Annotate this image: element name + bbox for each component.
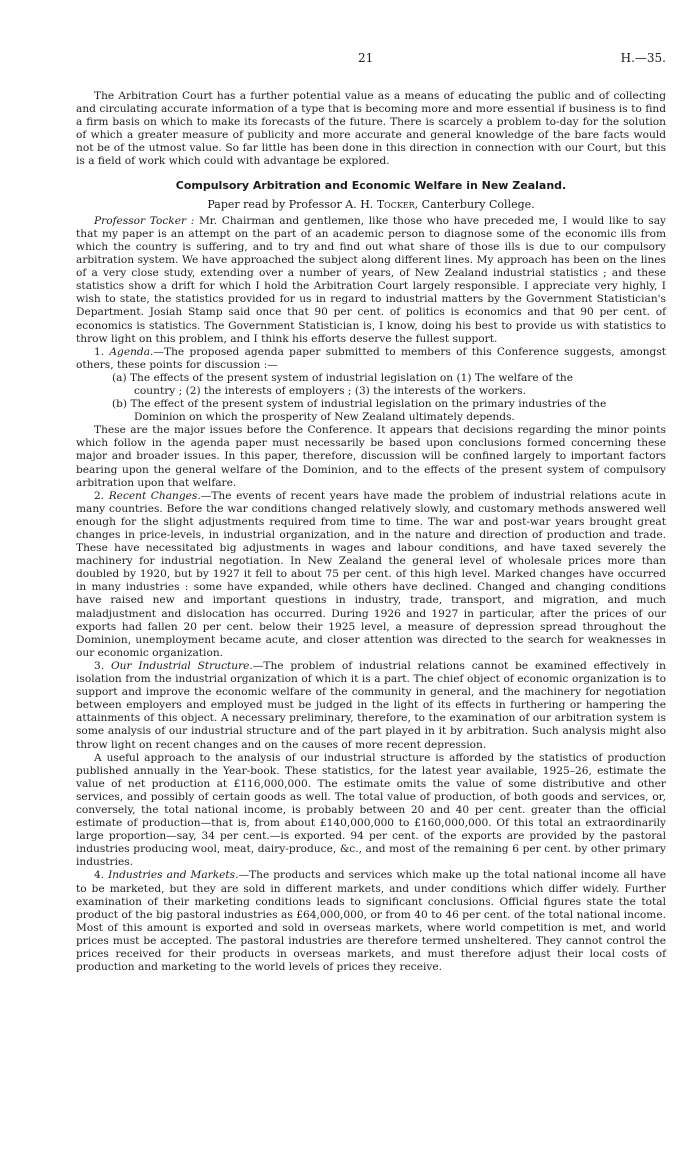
agenda-item-line: The effect of the present system of industrial legislation on the primary industries of the [130, 398, 607, 411]
opening-paragraph [76, 215, 666, 346]
byline-prefix: Paper read by Professor A. H. [207, 197, 374, 211]
byline [76, 198, 666, 211]
agenda-number: 1. [94, 345, 105, 358]
agenda-paragraph [76, 346, 666, 372]
speaker-label: Professor Tocker : [94, 214, 195, 227]
document-reference: H.—35. [620, 51, 666, 65]
agenda-item-label: (b) [112, 398, 128, 411]
opening-text: Mr. Chairman and gentlemen, like those who have preceded me, I would like to say that my paper is an attempt on the part of an academic person to diagnose some of the economic ills from which the country is suffering, and to try and find out what share of those ills is due to our compulsory arbitration system. We have approached the subject along different lines. My approach has been on the lines of a very close study, extending over a number of years, of New Zealand industrial statistics ; and these statistics show a drift for which I hold the Arbitration Court largely responsible. I appreciate very highly, I wish to state, the statistics provided for us in regard to industrial matters by the Government Statistician's Department. Josiah Stamp said once that 90 per cent. of politics is economics and that 90 per cent. of economics is statistics. The Government Statistician is, I know, doing his best to provide us with statistics to throw light on this problem, and I think his efforts deserve the fullest support. [76, 214, 666, 345]
byline-author: Tocker [376, 197, 415, 211]
recent-changes-paragraph [76, 490, 666, 660]
agenda-item-a [76, 372, 666, 398]
section-title: Compulsory Arbitration and Economic Welfare in New Zealand. [175, 178, 567, 192]
page-header [76, 52, 666, 72]
page-number: 21 [358, 51, 374, 65]
industries-markets-heading: Industries and Markets. [108, 869, 239, 882]
agenda-closing-paragraph: These are the major issues before the Conference. It appears that decisions regarding the minor points which follow in the agenda paper must necessarily be based upon conclusions formed concerning these major and broader issues. In this paper, therefore, discussion will be confined largely to important factors bearing upon the general welfare of the Dominion, and to the effects of the present system of compulsory arbitration upon that welfare. [76, 424, 666, 489]
industrial-structure-text: —The problem of industrial relations cannot be examined effectively in isolation from the industrial organization of which it is a part. The chief object of economic organization is to support and improve the economic welfare of the community in general, and the machinery for negotiation between employers and employed must be judged in the light of its effects in furthering or hampering the attainments of this object. A necessary preliminary, therefore, to the examination of our arbitration system is some analysis of our industrial structure and of the part played in it by arbitration. Such analysis might also throw light on recent changes and on the causes of more recent depression. [76, 659, 666, 751]
agenda-text: —The proposed agenda paper submitted to members of this Conference suggests, amongst others, these points for discussion :— [76, 345, 666, 371]
agenda-item-continuation: country ; (2) the interests of employers ; (3) the interests of the workers. [134, 384, 526, 397]
agenda-item-continuation: Dominion on which the prosperity of New Zealand ultimately depends. [134, 411, 515, 424]
industries-markets-paragraph [76, 869, 666, 974]
agenda-item-label: (a) [112, 371, 127, 384]
industrial-structure-heading: Our Industrial Structure. [110, 659, 253, 672]
industrial-structure-number: 3. [94, 659, 105, 672]
agenda-item-line: The effects of the present system of industrial legislation on (1) The welfare of the [129, 371, 574, 384]
recent-changes-text: —The events of recent years have made the problem of industrial relations acute in many countries. Before the war conditions changed relatively slowly, and customary methods answered well enough for the slight adjustments required from time to time. The war and post-war years brought great changes in price-levels, in industrial organization, and in the nature and direction of production and trade. These have necessitated big adjustments in wages and labour conditions, and have taxed severely the machinery for industrial negotiation. In New Zealand the general level of wholesale prices more than doubled by 1920, but by 1927 it fell to about 75 per cent. of this high level. Marked changes have occurred in many industries : some have expanded, while others have declined. Changed and changing conditions have raised new and important questions in industry, trade, transport, and migration, and much maladjustment and dislocation has occurred. During 1926 and 1927 in particular, after the prices of our exports had fallen 20 per cent. below their 1925 level, a measure of depression spread throughout the Dominion, unemployment became acute, and closer attention was directed to the search for weaknesses in our economic organization. [76, 489, 666, 659]
intro-paragraph: The Arbitration Court has a further potential value as a means of educating the public and of collecting and circulating accurate information of a type that is becoming more and more essential if business is to find a firm basis on which to make its forecasts of the future. There is scarcely a problem to-day for the solution of which a greater measure of publicity and more accurate and general knowledge of the bare facts would not be of the utmost value. So far little has been done in this direction in connection with our Court, but this is a field of work which could with advantage be explored. [76, 90, 666, 168]
industrial-structure-paragraph [76, 660, 666, 752]
production-statistics-paragraph: A useful approach to the analysis of our industrial structure is afforded by the statistics of production published annually in the Year-book. These statistics, for the latest year available, 1925–26, estimate the value of net production at £116,000,000. The estimate omits the value of some distributive and other services, and possibly of certain goods as well. The total value of production, of both goods and services, or, conversely, the total national income, is probably between 20 and 40 per cent. greater than the official estimate of production—that is, from about £140,000,000 to £160,000,000. Of this total an extraordinarily large proportion—say, 34 per cent.—is exported. 94 per cent. of the exports are provided by the pastoral industries producing wool, meat, dairy-produce, &c., and most of the remaining 6 per cent. by other primary industries. [76, 751, 666, 869]
industries-markets-text: —The products and services which make up the total national income all have to be marketed, but they are sold in different markets, and under conditions which differ widely. Further examination of their marketing conditions leads to significant conclusions. Official figures state the total product of the big pastoral industries as £64,000,000, or from 40 to 46 per cent. of the total national income. Most of this amount is exported and sold in overseas markets, where world competition is met, and world prices must be accepted. The pastoral industries are therefore termed unsheltered. They cannot control the prices received for their products in overseas markets, and must therefore adjust their local costs of production and marketing to the world levels of prices they receive. [76, 869, 666, 974]
recent-changes-heading: Recent Changes. [108, 489, 201, 502]
recent-changes-number: 2. [94, 489, 105, 502]
agenda-heading: Agenda. [109, 345, 154, 358]
industries-markets-number: 4. [94, 869, 105, 882]
byline-suffix: , Canterbury College. [414, 197, 535, 211]
agenda-item-b [76, 398, 666, 424]
